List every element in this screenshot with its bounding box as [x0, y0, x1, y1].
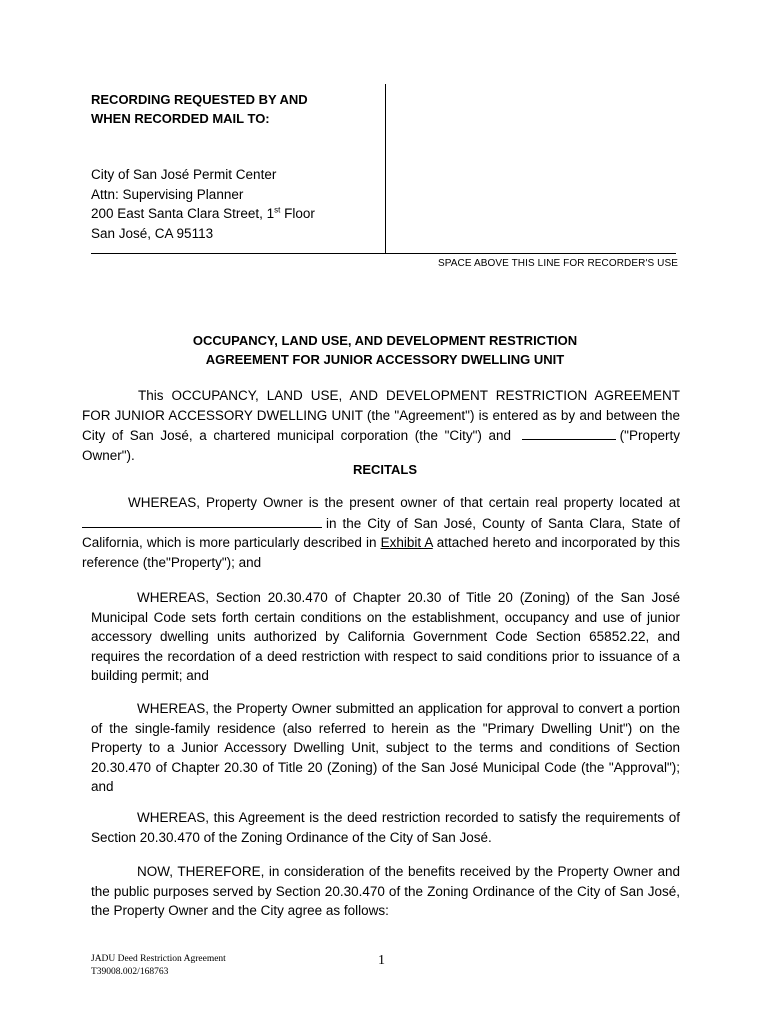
address-line1: City of San José Permit Center	[91, 167, 277, 182]
whereas1-text: WHEREAS, Property Owner is the present owner of that certain real property located at	[128, 495, 680, 510]
footer-document-id	[91, 953, 226, 979]
whereas2-text: WHEREAS, Section 20.30.470 of Chapter 20.30 of Title 20 (Zoning) of the San José Municipal Code sets forth certain conditions on the establishment, occupancy and use of junior accessory dwelling units authorized by California Government Code Section 65852.22, and requires the recordation of a deed restriction with respect to said conditions prior to issuance of a building permit; and	[91, 590, 680, 683]
whereas-application-paragraph	[91, 699, 680, 797]
whereas1-text-mid: in the City of San José, County of Santa Clara, State of California, which is more particularly described in	[82, 515, 680, 550]
recitals-heading: RECITALS	[352, 462, 418, 477]
whereas1-text-end: attached hereto and incorporated by this reference (the"Property"); and	[82, 535, 680, 570]
property-address-blank[interactable]	[82, 513, 322, 528]
recorder-box-horizontal-rule	[91, 253, 676, 254]
property-owner-blank[interactable]	[522, 425, 616, 440]
recording-header	[91, 90, 308, 128]
exhibit-a-reference: Exhibit A	[380, 535, 433, 550]
address-line4: San José, CA 95113	[91, 225, 214, 241]
whereas-code-paragraph	[91, 588, 680, 686]
address-line2: Attn: Supervising Planner	[91, 186, 244, 202]
footer-doc-name: JADU Deed Restriction Agreement	[91, 954, 226, 964]
intro-text-end: ("Property Owner").	[82, 428, 680, 463]
mail-to-address	[91, 165, 315, 243]
recorder-use-note: SPACE ABOVE THIS LINE FOR RECORDER'S USE	[437, 258, 678, 269]
whereas-property-paragraph	[82, 493, 680, 572]
recording-header-line1: RECORDING REQUESTED BY AND	[91, 92, 308, 107]
whereas-deed-restriction-paragraph	[91, 808, 680, 847]
whereas4-text: WHEREAS, this Agreement is the deed restriction recorded to satisfy the requirements of Section 20.30.470 of the Zoning Ordinance of the City of San José.	[91, 810, 680, 845]
whereas3-text: WHEREAS, the Property Owner submitted an application for approval to convert a portion of the single-family residence (also referred to herein as the "Primary Dwelling Unit") on the Property to a Junior Accessory Dwelling Unit, subject to the terms and conditions of Section 20.30.470 of Chapter 20.30 of Title 20 (Zoning) of the San José Municipal Code (the "Approval"); and	[91, 701, 680, 794]
address-line3-floor: Floor	[280, 206, 315, 221]
address-line3	[91, 204, 315, 224]
recording-header-line2: WHEN RECORDED MAIL TO:	[91, 111, 270, 126]
intro-text: This OCCUPANCY, LAND USE, AND DEVELOPMENT RESTRICTION AGREEMENT FOR JUNIOR ACCESSORY DWELLING UNIT (the "Agreement") is entered as by and between the City of San José, a chartered municipal corporation (the "City") and	[82, 388, 680, 443]
address-line3-ordinal: st	[274, 205, 281, 215]
agreement-title	[0, 331, 770, 369]
recorder-box-vertical-rule	[385, 84, 386, 254]
footer-doc-number: T39008.002/168763	[91, 967, 169, 977]
agreement-title-line2: AGREEMENT FOR JUNIOR ACCESSORY DWELLING UNIT	[205, 352, 565, 367]
page-number: 1	[378, 953, 385, 968]
now-therefore-text: NOW, THEREFORE, in consideration of the benefits received by the Property Owner and the public purposes served by Section 20.30.470 of the Zoning Ordinance of the City of San José, the Property Owner and the City agree as follows:	[91, 864, 680, 918]
now-therefore-paragraph	[91, 862, 680, 921]
address-line3-street: 200 East Santa Clara Street, 1	[91, 206, 275, 221]
intro-paragraph	[82, 386, 680, 465]
agreement-title-line1: OCCUPANCY, LAND USE, AND DEVELOPMENT RESTRICTION	[192, 333, 578, 348]
